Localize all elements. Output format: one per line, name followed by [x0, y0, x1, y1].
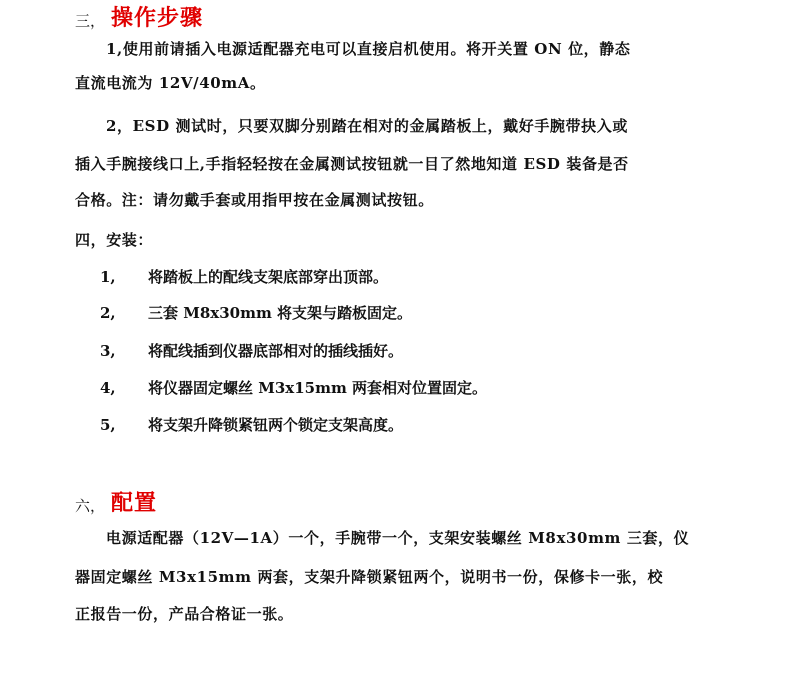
- section-6-heading: [75, 487, 157, 517]
- section-6-line-3: 正报告一份，产品合格证一张。: [75, 605, 294, 623]
- section-3-paragraph-2-line-3: 合格。注：请勿戴手套或用指甲按在金属测试按钮。: [75, 191, 434, 209]
- list-item-index: 2,: [100, 304, 116, 322]
- list-item-index: 5,: [100, 416, 116, 434]
- section-3-title: 操作步骤: [111, 6, 204, 31]
- list-item-text: 将配线插到仪器底部相对的插线插好。: [148, 342, 404, 360]
- list-item-text: 将支架升降锁紧钮两个锁定支架高度。: [148, 416, 404, 434]
- list-item: [100, 378, 487, 398]
- section-6-line-2: 器固定螺丝 M3x15mm 两套，支架升降锁紧钮两个，说明书一份，保修卡一张，校: [75, 568, 664, 586]
- list-item-index: 1,: [100, 268, 116, 286]
- list-item-text: 三套 M8x30mm 将支架与踏板固定。: [148, 304, 413, 322]
- section-3-paragraph-2-line-2: 插入手腕接线口上,手指轻轻按在金属测试按钮就一目了然地知道 ESD 装备是否: [75, 155, 629, 173]
- section-3-paragraph-1-line-2: 直流电流为 12V/40mA。: [75, 74, 266, 92]
- section-3-paragraph-1-line-1: 1,使用前请插入电源适配器充电可以直接启机使用。将开关置 ON 位，静态: [106, 40, 631, 58]
- section-3-heading: [75, 2, 203, 32]
- list-item-text: 将仪器固定螺丝 M3x15mm 两套相对位置固定。: [148, 379, 488, 397]
- list-item-index: 3,: [100, 342, 116, 360]
- list-item: [100, 303, 412, 323]
- list-item: [100, 267, 388, 287]
- section-3-number: 三，: [75, 12, 106, 30]
- list-item: [100, 341, 403, 361]
- list-item-index: 4,: [100, 379, 116, 397]
- list-item-text: 将踏板上的配线支架底部穿出顶部。: [148, 268, 389, 286]
- section-6-title: 配置: [111, 491, 158, 516]
- section-6-number: 六，: [75, 497, 106, 515]
- section-6-line-1: 电源适配器（12V—1A）一个，手腕带一个，支架安装螺丝 M8x30mm 三套，仪: [106, 529, 690, 547]
- section-3-paragraph-2-line-1: 2，ESD 测试时，只要双脚分别踏在相对的金属踏板上，戴好手腕带抉入或: [106, 117, 628, 135]
- list-item: [100, 415, 403, 435]
- section-4-heading: 四，安装：: [75, 231, 154, 249]
